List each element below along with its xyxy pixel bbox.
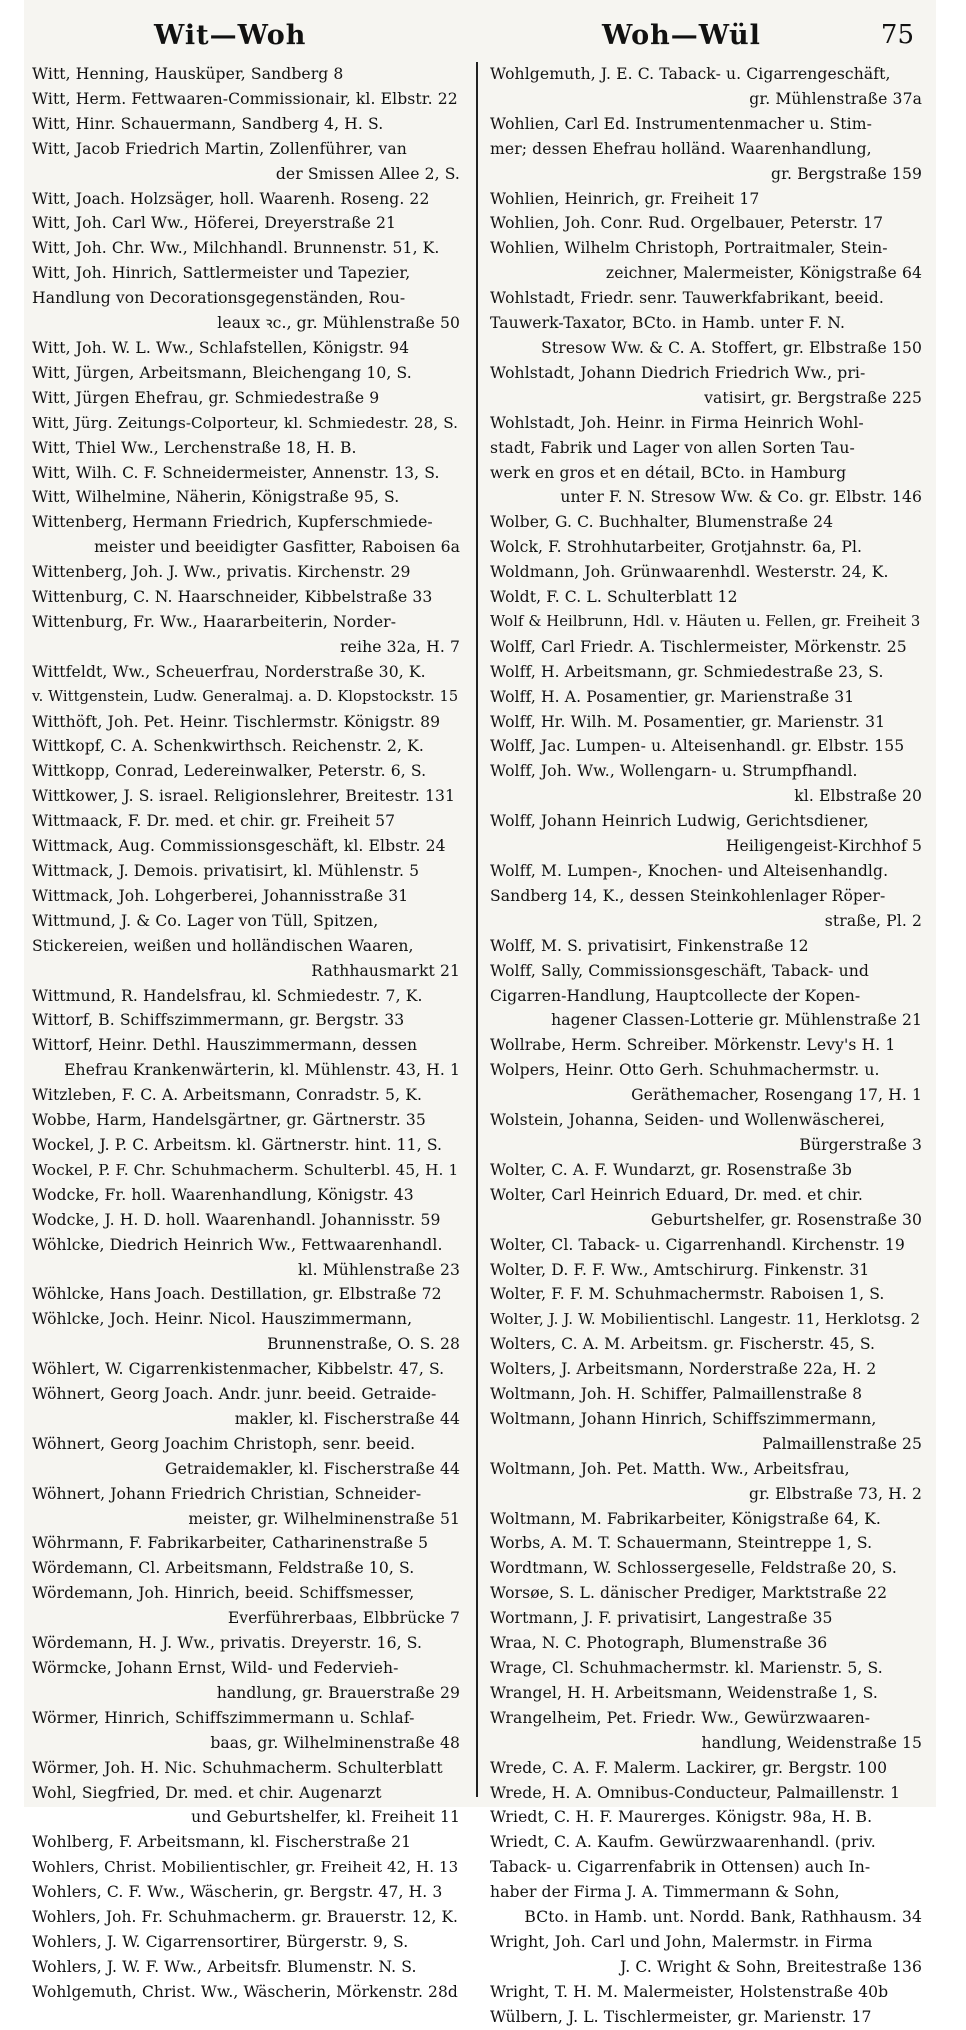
entry-line: Wörmer, Joh. H. Nic. Schuhmacherm. Schulterblatt <box>32 1758 443 1777</box>
directory-entry <box>32 236 462 261</box>
entry-line: Wohl, Siegfried, Dr. med. et chir. Augenarzt <box>32 1783 382 1802</box>
directory-entry <box>32 261 462 336</box>
directory-entry <box>32 710 462 735</box>
directory-entry <box>32 336 462 361</box>
right-column <box>490 62 924 2026</box>
entry-line: Wittenberg, Hermann Friedrich, Kupferschmiede- <box>32 513 433 532</box>
directory-entry <box>490 1781 924 1806</box>
entry-line: Witt, Thiel Ww., Lerchenstraße 18, H. B. <box>32 438 357 457</box>
directory-entry <box>490 535 924 560</box>
entry-line: Wohlers, J. W. F. Ww., Arbeitsfr. Blumenstr. N. S. <box>32 1957 417 1976</box>
directory-entry <box>32 1930 462 1955</box>
entry-line: Wöhlcke, Joch. Heinr. Nicol. Hauszimmermann, <box>32 1310 413 1329</box>
entry-line: Wolff, M. Lumpen-, Knochen- und Alteisenhandlg. <box>490 862 889 880</box>
entry-line: Wittmack, Aug. Commissionsgeschäft, kl. Elbstr. 24 <box>32 837 446 856</box>
directory-entry <box>490 685 924 710</box>
entry-line: Wolff, H. A. Posamentier, gr. Marienstraße 31 <box>490 687 855 706</box>
directory-entry <box>32 62 462 87</box>
entry-line: Worbs, A. M. T. Schauermann, Steintreppe 1, S. <box>490 1534 873 1553</box>
header-left-range: Wit—Woh <box>154 20 307 51</box>
directory-entry <box>490 1307 924 1332</box>
entry-line: Wohlien, Heinrich, gr. Freiheit 17 <box>490 189 760 208</box>
entry-line: Wöhnert, Johann Friedrich Christian, Schneider- <box>32 1484 422 1503</box>
directory-entry <box>490 1531 924 1556</box>
directory-entry <box>490 859 924 934</box>
directory-entry <box>32 859 462 884</box>
directory-entry <box>490 510 924 535</box>
directory-entry <box>490 1407 924 1457</box>
directory-entry <box>490 710 924 735</box>
directory-entry <box>490 635 924 660</box>
directory-entry <box>32 1955 462 1980</box>
entry-line: v. Wittgenstein, Ludw. Generalmaj. a. D. Klopstockstr. 15 <box>32 687 459 705</box>
entry-line: Wittenberg, Joh. J. Ww., privatis. Kirchenstr. 29 <box>32 563 411 582</box>
directory-entry <box>32 884 462 909</box>
entry-line: Woldmann, Joh. Grünwaarenhdl. Westerstr. 24, K. <box>490 563 889 582</box>
directory-entry <box>32 87 462 112</box>
entry-line: Heiligengeist-Kirchhof 5 <box>725 837 922 856</box>
entry-line: J. C. Wright & Sohn, Breitestraße 136 <box>620 1957 922 1976</box>
entry-line: Tauwerk-Taxator, BCto. in Hamb. unter F. N. <box>490 314 846 333</box>
directory-entry <box>32 734 462 759</box>
entry-line: Witt, Joh. Hinrich, Sattlermeister und Tapezier, <box>32 264 411 283</box>
column-divider <box>476 62 478 1797</box>
entry-line: Wrede, H. A. Omnibus-Conducteur, Palmaillenstr. 1 <box>490 1783 901 1802</box>
directory-entry <box>32 1282 462 1307</box>
entry-line: Wortmann, J. F. privatisirt, Langestraße 35 <box>490 1609 833 1628</box>
entry-line: Woltmann, Joh. Pet. Matth. Ww., Arbeitsfrau, <box>490 1459 850 1478</box>
entry-line: Witthöft, Joh. Pet. Heinr. Tischlermstr. Königstr. 89 <box>32 712 441 731</box>
directory-entry <box>32 1382 462 1432</box>
entry-line: Wittmund, R. Handelsfrau, kl. Schmiedestr. 7, K. <box>32 986 423 1005</box>
entry-line: gr. Mühlenstraße 37a <box>749 89 922 108</box>
entry-line: straße, Pl. 2 <box>824 911 922 930</box>
entry-line: vatisirt, gr. Bergstraße 225 <box>704 388 922 407</box>
directory-entry <box>32 1307 462 1357</box>
entry-line: Wohlstadt, Joh. Heinr. in Firma Heinrich Wohl- <box>490 413 864 432</box>
entry-line: stadt, Fabrik und Lager von allen Sorten Tau- <box>490 438 855 457</box>
entry-line: Wolter, Carl Heinrich Eduard, Dr. med. et chir. <box>490 1185 863 1204</box>
entry-line: der Smissen Allee 2, S. <box>275 164 460 183</box>
entry-line: Wöhnert, Georg Joach. Andr. junr. beeid. Getraide- <box>32 1385 437 1404</box>
entry-line: Wolff, Jac. Lumpen- u. Alteisenhandl. gr. Elbstr. 155 <box>490 737 905 756</box>
entry-line: Wohlstadt, Friedr. senr. Tauwerkfabrikant, beeid. <box>490 289 884 308</box>
entry-line: handlung, gr. Brauerstraße 29 <box>216 1683 460 1702</box>
directory-entry <box>490 934 924 959</box>
entry-line: Wolber, G. C. Buchhalter, Blumenstraße 24 <box>490 513 834 532</box>
entry-line: Wittmack, J. Demois. privatisirt, kl. Mühlenstr. 5 <box>32 862 420 880</box>
entry-line: Wolstein, Johanna, Seiden- und Wollenwäscherei, <box>490 1111 886 1130</box>
entry-line: Wolter, D. F. F. Ww., Amtschirurg. Finkenstr. 31 <box>490 1260 870 1279</box>
entry-line: Woltmann, Johann Hinrich, Schiffszimmermann, <box>490 1409 877 1428</box>
entry-line: Wörmcke, Johann Ernst, Wild- und Federvieh- <box>32 1659 399 1677</box>
directory-entry <box>32 436 462 461</box>
entry-line: Wittenburg, Fr. Ww., Haararbeiterin, Norder- <box>32 612 397 631</box>
entry-line: Wohlers, Christ. Mobilientischler, gr. Freiheit 42, H. 13 <box>32 1858 459 1877</box>
directory-entry <box>490 1805 924 1830</box>
entry-line: Wrangel, H. H. Arbeitsmann, Weidenstraße 1, S. <box>490 1683 878 1702</box>
directory-entry <box>490 1980 924 2005</box>
directory-entry <box>490 1457 924 1507</box>
entry-line: Wolff, Joh. Ww., Wollengarn- u. Strumpfhandl. <box>490 762 858 781</box>
entry-line: Bürgerstraße 3 <box>799 1135 922 1154</box>
entry-line: Wolter, Cl. Taback- u. Cigarrenhandl. Kirchenstr. 19 <box>490 1235 905 1254</box>
entry-line: gr. Bergstraße 159 <box>771 164 922 183</box>
entry-line: Woldt, F. C. L. Schulterblatt 12 <box>490 588 738 607</box>
entry-line: gr. Elbstraße 73, H. 2 <box>749 1484 922 1503</box>
directory-entry <box>32 1880 462 1905</box>
entry-line: Palmaillenstraße 25 <box>762 1434 922 1453</box>
entry-line: Wittkower, J. S. israel. Religionslehrer, Breitestr. 131 <box>32 787 456 806</box>
directory-entry <box>490 560 924 585</box>
entry-line: Wodcke, Fr. holl. Waarenhandlung, Königstr. 43 <box>32 1185 414 1204</box>
entry-line: Wolter, J. J. W. Mobilientischl. Langestr. 11, Herklotsg. 2 <box>490 1310 921 1329</box>
directory-entry <box>32 137 462 187</box>
entry-line: Wördemann, Joh. Hinrich, beeid. Schiffsmesser, <box>32 1584 415 1603</box>
directory-entry <box>32 1781 462 1831</box>
directory-entry <box>32 211 462 236</box>
directory-entry <box>32 112 462 137</box>
directory-entry <box>490 1183 924 1233</box>
entry-line: Wöhrmann, F. Fabrikarbeiter, Catharinenstraße 5 <box>32 1534 429 1553</box>
entry-line: Wolff, H. Arbeitsmann, gr. Schmiedestraße 23, S. <box>490 662 884 681</box>
entry-line: Wohlers, C. F. Ww., Wäscherin, gr. Bergstr. 47, H. 3 <box>32 1883 443 1902</box>
directory-entry <box>490 1706 924 1756</box>
directory-entry <box>490 187 924 212</box>
directory-entry <box>32 1531 462 1556</box>
directory-entry <box>32 1581 462 1631</box>
directory-entry <box>32 1357 462 1382</box>
entry-line: Handlung von Decorationsgegenständen, Rou- <box>32 289 406 308</box>
entry-line: unter F. N. Stresow Ww. & Co. gr. Elbstr. 146 <box>560 488 922 507</box>
directory-entry <box>32 1631 462 1656</box>
entry-line: Wohlstadt, Johann Diedrich Friedrich Ww., pri- <box>490 363 866 382</box>
entry-line: Wittenburg, C. N. Haarschneider, Kibbelstraße 33 <box>32 588 433 607</box>
entry-line: Wollrabe, Herm. Schreiber. Mörkenstr. Levy's H. 1 <box>490 1036 896 1055</box>
directory-entry <box>490 1631 924 1656</box>
directory-entry <box>490 2005 924 2030</box>
entry-line: Witt, Hinr. Schauermann, Sandberg 4, H. S. <box>32 114 384 133</box>
directory-entry <box>490 1158 924 1183</box>
entry-line: meister und beeidigter Gasfitter, Raboisen 6a <box>94 538 460 557</box>
entry-line: Wohlgemuth, Christ. Ww., Wäscherin, Mörkenstr. 28d <box>32 1982 458 2001</box>
entry-line: Stresow Ww. & C. A. Stoffert, gr. Elbstraße 150 <box>541 338 922 357</box>
entry-line: Taback- u. Cigarrenfabrik in Ottensen) auch In- <box>490 1858 871 1877</box>
entry-line: Wohlgemuth, J. E. C. Taback- u. Cigarrengeschäft, <box>490 65 891 83</box>
directory-entry <box>32 1905 462 1930</box>
entry-line: handlung, Weidenstraße 15 <box>701 1733 922 1752</box>
directory-entry <box>490 759 924 809</box>
entry-line: Wöhlert, W. Cigarrenkistenmacher, Kibbelstr. 47, S. <box>32 1360 445 1379</box>
entry-line: Wöhnert, Georg Joachim Christoph, senr. beeid. <box>32 1434 416 1453</box>
entry-line: Witt, Jürgen, Arbeitsmann, Bleichengang 10, S. <box>32 363 412 382</box>
entry-line: Woltmann, M. Fabrikarbeiter, Königstraße 64, K. <box>490 1509 881 1528</box>
page-number: 75 <box>880 20 914 50</box>
entry-line: Wolf & Heilbrunn, Hdl. v. Häuten u. Fellen, gr. Freiheit 3 <box>490 612 921 630</box>
page-header <box>24 20 936 62</box>
entry-line: Witt, Henning, Hausküper, Sandberg 8 <box>32 65 344 83</box>
entry-line: Wolter, C. A. F. Wundarzt, gr. Rosenstraße 3b <box>490 1160 852 1179</box>
entry-line: Wittkopp, Conrad, Ledereinwalker, Peterstr. 6, S. <box>32 762 427 781</box>
directory-entry <box>32 1083 462 1108</box>
entry-line: kl. Mühlenstraße 23 <box>297 1260 460 1279</box>
entry-line: Geräthemacher, Rosengang 17, H. 1 <box>631 1086 922 1105</box>
directory-entry <box>490 1108 924 1158</box>
entry-line: Stickereien, weißen und holländischen Waaren, <box>32 936 414 955</box>
directory-entry <box>32 1033 462 1083</box>
entry-line: werk en gros et en détail, BCto. in Hamburg <box>490 463 847 482</box>
entry-line: Wolff, Sally, Commissionsgeschäft, Taback- und <box>490 961 869 980</box>
entry-line: Witt, Wilh. C. F. Schneidermeister, Annenstr. 13, S. <box>32 463 440 482</box>
directory-entry <box>32 510 462 560</box>
directory-entry <box>32 984 462 1009</box>
directory-entry <box>490 286 924 361</box>
entry-line: Wrage, Cl. Schuhmachermstr. kl. Marienstr. 5, S. <box>490 1659 883 1677</box>
entry-line: Wohlers, J. W. Cigarrensortirer, Bürgerstr. 9, S. <box>32 1932 409 1951</box>
entry-line: Wördemann, H. J. Ww., privatis. Dreyerstr. 16, S. <box>32 1634 423 1653</box>
entry-line: Wittkopf, C. A. Schenkwirthsch. Reichenstr. 2, K. <box>32 737 424 756</box>
entry-line: Wobbe, Harm, Handelsgärtner, gr. Gärtnerstr. 35 <box>32 1111 426 1130</box>
entry-line: Wolff, M. S. privatisirt, Finkenstraße 12 <box>490 936 809 955</box>
entry-line: Wockel, J. P. C. Arbeitsm. kl. Gärtnerstr. hint. 11, S. <box>32 1135 443 1154</box>
entry-line: Wolff, Carl Friedr. A. Tischlermeister, Mörkenstr. 25 <box>490 637 907 656</box>
entry-line: Brunnenstraße, O. S. 28 <box>267 1335 460 1354</box>
directory-entry <box>490 1606 924 1631</box>
directory-entry <box>32 809 462 834</box>
entry-line: BCto. in Hamb. unt. Nordd. Bank, Rathhausm. 34 <box>524 1908 922 1927</box>
directory-entry <box>490 660 924 685</box>
entry-line: leaux ꝛc., gr. Mühlenstraße 50 <box>217 314 460 333</box>
directory-entry <box>490 1556 924 1581</box>
entry-line: kl. Elbstraße 20 <box>794 787 922 806</box>
entry-line: Wrede, C. A. F. Malerm. Lackirer, gr. Bergstr. 100 <box>490 1758 888 1777</box>
entry-line: Witt, Joach. Holzsäger, holl. Waarenh. Roseng. 22 <box>32 189 430 208</box>
directory-entry <box>32 784 462 809</box>
directory-entry <box>32 909 462 984</box>
directory-entry <box>32 1208 462 1233</box>
directory-entry <box>32 759 462 784</box>
directory-entry <box>32 1656 462 1706</box>
entry-line: Wolck, F. Strohhutarbeiter, Grotjahnstr. 6a, Pl. <box>490 538 863 557</box>
directory-entry <box>490 1357 924 1382</box>
entry-line: Wittfeldt, Ww., Scheuerfrau, Norderstraße 30, K. <box>32 662 426 681</box>
entry-line: Wörmer, Hinrich, Schiffszimmermann u. Schlaf- <box>32 1708 415 1727</box>
header-right-range: Woh—Wül <box>602 20 761 51</box>
directory-entry <box>32 1008 462 1033</box>
entry-line: Wohlien, Wilhelm Christoph, Portraitmaler, Stein- <box>490 239 888 258</box>
entry-line: Wördemann, Cl. Arbeitsmann, Feldstraße 10, S. <box>32 1559 415 1578</box>
entry-line: Witt, Joh. Carl Ww., Höferei, Dreyerstraße 21 <box>32 214 397 233</box>
entry-line: Wohlien, Carl Ed. Instrumentenmacher u. Stim- <box>490 114 872 133</box>
directory-entry <box>32 187 462 212</box>
directory-entry <box>490 1033 924 1058</box>
directory-entry <box>32 660 462 685</box>
directory-entry <box>32 1133 462 1158</box>
directory-entry <box>32 610 462 660</box>
entry-line: Witt, Herm. Fettwaaren-Commissionair, kl. Elbstr. 22 <box>32 89 458 108</box>
directory-entry <box>32 1855 462 1880</box>
entry-line: Wolters, C. A. M. Arbeitsm. gr. Fischerstr. 45, S. <box>490 1335 876 1354</box>
directory-entry <box>490 1332 924 1357</box>
directory-entry <box>490 1830 924 1930</box>
entry-line: Wittmund, J. & Co. Lager von Tüll, Spitzen, <box>32 911 379 930</box>
directory-entry <box>490 62 924 112</box>
directory-entry <box>32 560 462 585</box>
directory-entry <box>490 1507 924 1532</box>
entry-line: Wrangelheim, Pet. Friedr. Ww., Gewürzwaaren- <box>490 1708 871 1727</box>
entry-line: Rathhausmarkt 21 <box>311 961 460 980</box>
entry-line: Wolter, F. F. M. Schuhmachermstr. Raboisen 1, S. <box>490 1285 885 1304</box>
directory-entry <box>32 1432 462 1482</box>
entry-line: Wöhlcke, Diedrich Heinrich Ww., Fettwaarenhandl. <box>32 1235 443 1254</box>
directory-entry <box>32 685 462 710</box>
directory-entry <box>490 411 924 511</box>
entry-line: Wittmack, Joh. Lohgerberei, Johannisstraße 31 <box>32 886 409 905</box>
entry-line: Wöhlcke, Hans Joach. Destillation, gr. Elbstraße 72 <box>32 1285 442 1304</box>
entry-line: Wordtmann, W. Schlossergeselle, Feldstraße 20, S. <box>490 1559 897 1578</box>
entry-line: Witt, Wilhelmine, Näherin, Königstraße 95, S. <box>32 488 400 507</box>
entry-line: Wolff, Johann Heinrich Ludwig, Gerichtsdiener, <box>490 812 869 831</box>
entry-line: Wittmaack, F. Dr. med. et chir. gr. Freiheit 57 <box>32 812 396 831</box>
directory-entry <box>490 1382 924 1407</box>
directory-entry <box>32 1482 462 1532</box>
directory-entry <box>490 1258 924 1283</box>
entry-line: Wolters, J. Arbeitsmann, Norderstraße 22a, H. 2 <box>490 1360 877 1379</box>
entry-line: baas, gr. Wilhelminenstraße 48 <box>210 1733 460 1752</box>
directory-entry <box>490 211 924 236</box>
entry-line: Cigarren-Handlung, Hauptcollecte der Kopen- <box>490 986 861 1005</box>
entry-line: Woltmann, Joh. H. Schiffer, Palmaillenstraße 8 <box>490 1385 863 1404</box>
directory-entry <box>490 610 924 635</box>
entry-line: Wriedt, C. H. F. Maurerges. Königstr. 98a, H. B. <box>490 1808 873 1827</box>
entry-line: haber der Firma J. A. Timmermann & Sohn, <box>490 1883 840 1902</box>
directory-entry <box>490 959 924 1034</box>
directory-entry <box>490 112 924 187</box>
entry-line: makler, kl. Fischerstraße 44 <box>234 1409 460 1428</box>
directory-entry <box>490 1656 924 1681</box>
entry-line: Witt, Jürgen Ehefrau, gr. Schmiedestraße 9 <box>32 388 380 407</box>
directory-entry <box>32 461 462 486</box>
directory-entry <box>490 236 924 286</box>
entry-line: Wraa, N. C. Photograph, Blumenstraße 36 <box>490 1634 828 1653</box>
entry-line: Witzleben, F. C. A. Arbeitsmann, Conradstr. 5, K. <box>32 1086 422 1105</box>
entry-line: Wohlers, Joh. Fr. Schuhmacherm. gr. Brauerstr. 12, K. <box>32 1908 459 1927</box>
directory-entry <box>32 1706 462 1756</box>
entry-line: Wohlien, Joh. Conr. Rud. Orgelbauer, Peterstr. 17 <box>490 214 884 233</box>
directory-entry <box>32 1830 462 1855</box>
entry-line: Geburtshelfer, gr. Rosenstraße 30 <box>650 1210 922 1229</box>
left-column <box>32 62 462 2001</box>
entry-line: hagener Classen-Lotterie gr. Mühlenstraße 21 <box>551 1011 922 1030</box>
directory-entry <box>32 1233 462 1283</box>
directory-entry <box>490 1930 924 1980</box>
entry-line: Wodcke, J. H. D. holl. Waarenhandl. Johannisstr. 59 <box>32 1210 441 1229</box>
directory-entry <box>32 585 462 610</box>
entry-line: Worsøe, S. L. dänischer Prediger, Marktstraße 22 <box>490 1584 888 1603</box>
directory-entry <box>490 585 924 610</box>
entry-line: Witt, Jacob Friedrich Martin, Zollenführer, van <box>32 139 407 158</box>
directory-entry <box>32 411 462 436</box>
entry-line: und Geburtshelfer, kl. Freiheit 11 <box>191 1808 460 1827</box>
directory-page <box>24 0 936 2026</box>
entry-line: Wright, T. H. M. Malermeister, Holstenstraße 40b <box>490 1982 889 2001</box>
entry-line: Wriedt, C. A. Kaufm. Gewürzwaarenhandl. (priv. <box>490 1833 876 1852</box>
entry-line: Everführerbaas, Elbbrücke 7 <box>227 1609 460 1628</box>
entry-line: Wolff, Hr. Wilh. M. Posamentier, gr. Marienstr. 31 <box>490 712 886 731</box>
entry-line: Ehefrau Krankenwärterin, kl. Mühlenstr. 43, H. 1 <box>64 1061 460 1080</box>
directory-entry <box>490 1681 924 1706</box>
entry-line: zeichner, Malermeister, Königstraße 64 <box>605 264 922 283</box>
directory-entry <box>32 1556 462 1581</box>
entry-line: mer; dessen Ehefrau holländ. Waarenhandlung, <box>490 139 872 158</box>
directory-entry <box>490 809 924 859</box>
directory-entry <box>32 1183 462 1208</box>
entry-line: Wittorf, Heinr. Dethl. Hauszimmermann, dessen <box>32 1036 418 1055</box>
entry-line: meister, gr. Wilhelminenstraße 51 <box>188 1509 460 1528</box>
directory-entry <box>32 386 462 411</box>
directory-entry <box>32 834 462 859</box>
entry-line: Getraidemakler, kl. Fischerstraße 44 <box>165 1459 460 1478</box>
directory-entry <box>490 1581 924 1606</box>
directory-entry <box>490 361 924 411</box>
directory-entry <box>490 734 924 759</box>
directory-entry <box>32 1108 462 1133</box>
directory-entry <box>490 1282 924 1307</box>
directory-entry <box>490 1233 924 1258</box>
entry-line: reihe 32a, H. 7 <box>340 637 460 656</box>
directory-entry <box>32 1158 462 1183</box>
entry-line: Witt, Joh. W. L. Ww., Schlafstellen, Königstr. 94 <box>32 338 410 357</box>
entry-line: Wockel, P. F. Chr. Schuhmacherm. Schulterbl. 45, H. 1 <box>32 1160 459 1179</box>
entry-line: Wittorf, B. Schiffszimmermann, gr. Bergstr. 33 <box>32 1011 405 1030</box>
directory-entry <box>490 1756 924 1781</box>
entry-line: Wülbern, J. L. Tischlermeister, gr. Marienstr. 17 <box>490 2007 872 2026</box>
entry-line: Wohlberg, F. Arbeitsmann, kl. Fischerstraße 21 <box>32 1833 412 1852</box>
entry-line: Sandberg 14, K., dessen Steinkohlenlager Röper- <box>490 886 886 905</box>
directory-entry <box>32 1980 462 2005</box>
directory-entry <box>32 1756 462 1781</box>
directory-entry <box>490 1058 924 1108</box>
entry-line: Witt, Jürg. Zeitungs-Colporteur, kl. Schmiedestr. 28, S. <box>32 413 459 432</box>
entry-line: Witt, Joh. Chr. Ww., Milchhandl. Brunnenstr. 51, K. <box>32 239 440 258</box>
directory-entry <box>32 485 462 510</box>
entry-line: Wright, Joh. Carl und John, Malermstr. in Firma <box>490 1932 873 1951</box>
entry-line: Wolpers, Heinr. Otto Gerh. Schuhmachermstr. u. <box>490 1061 880 1080</box>
directory-entry <box>32 361 462 386</box>
